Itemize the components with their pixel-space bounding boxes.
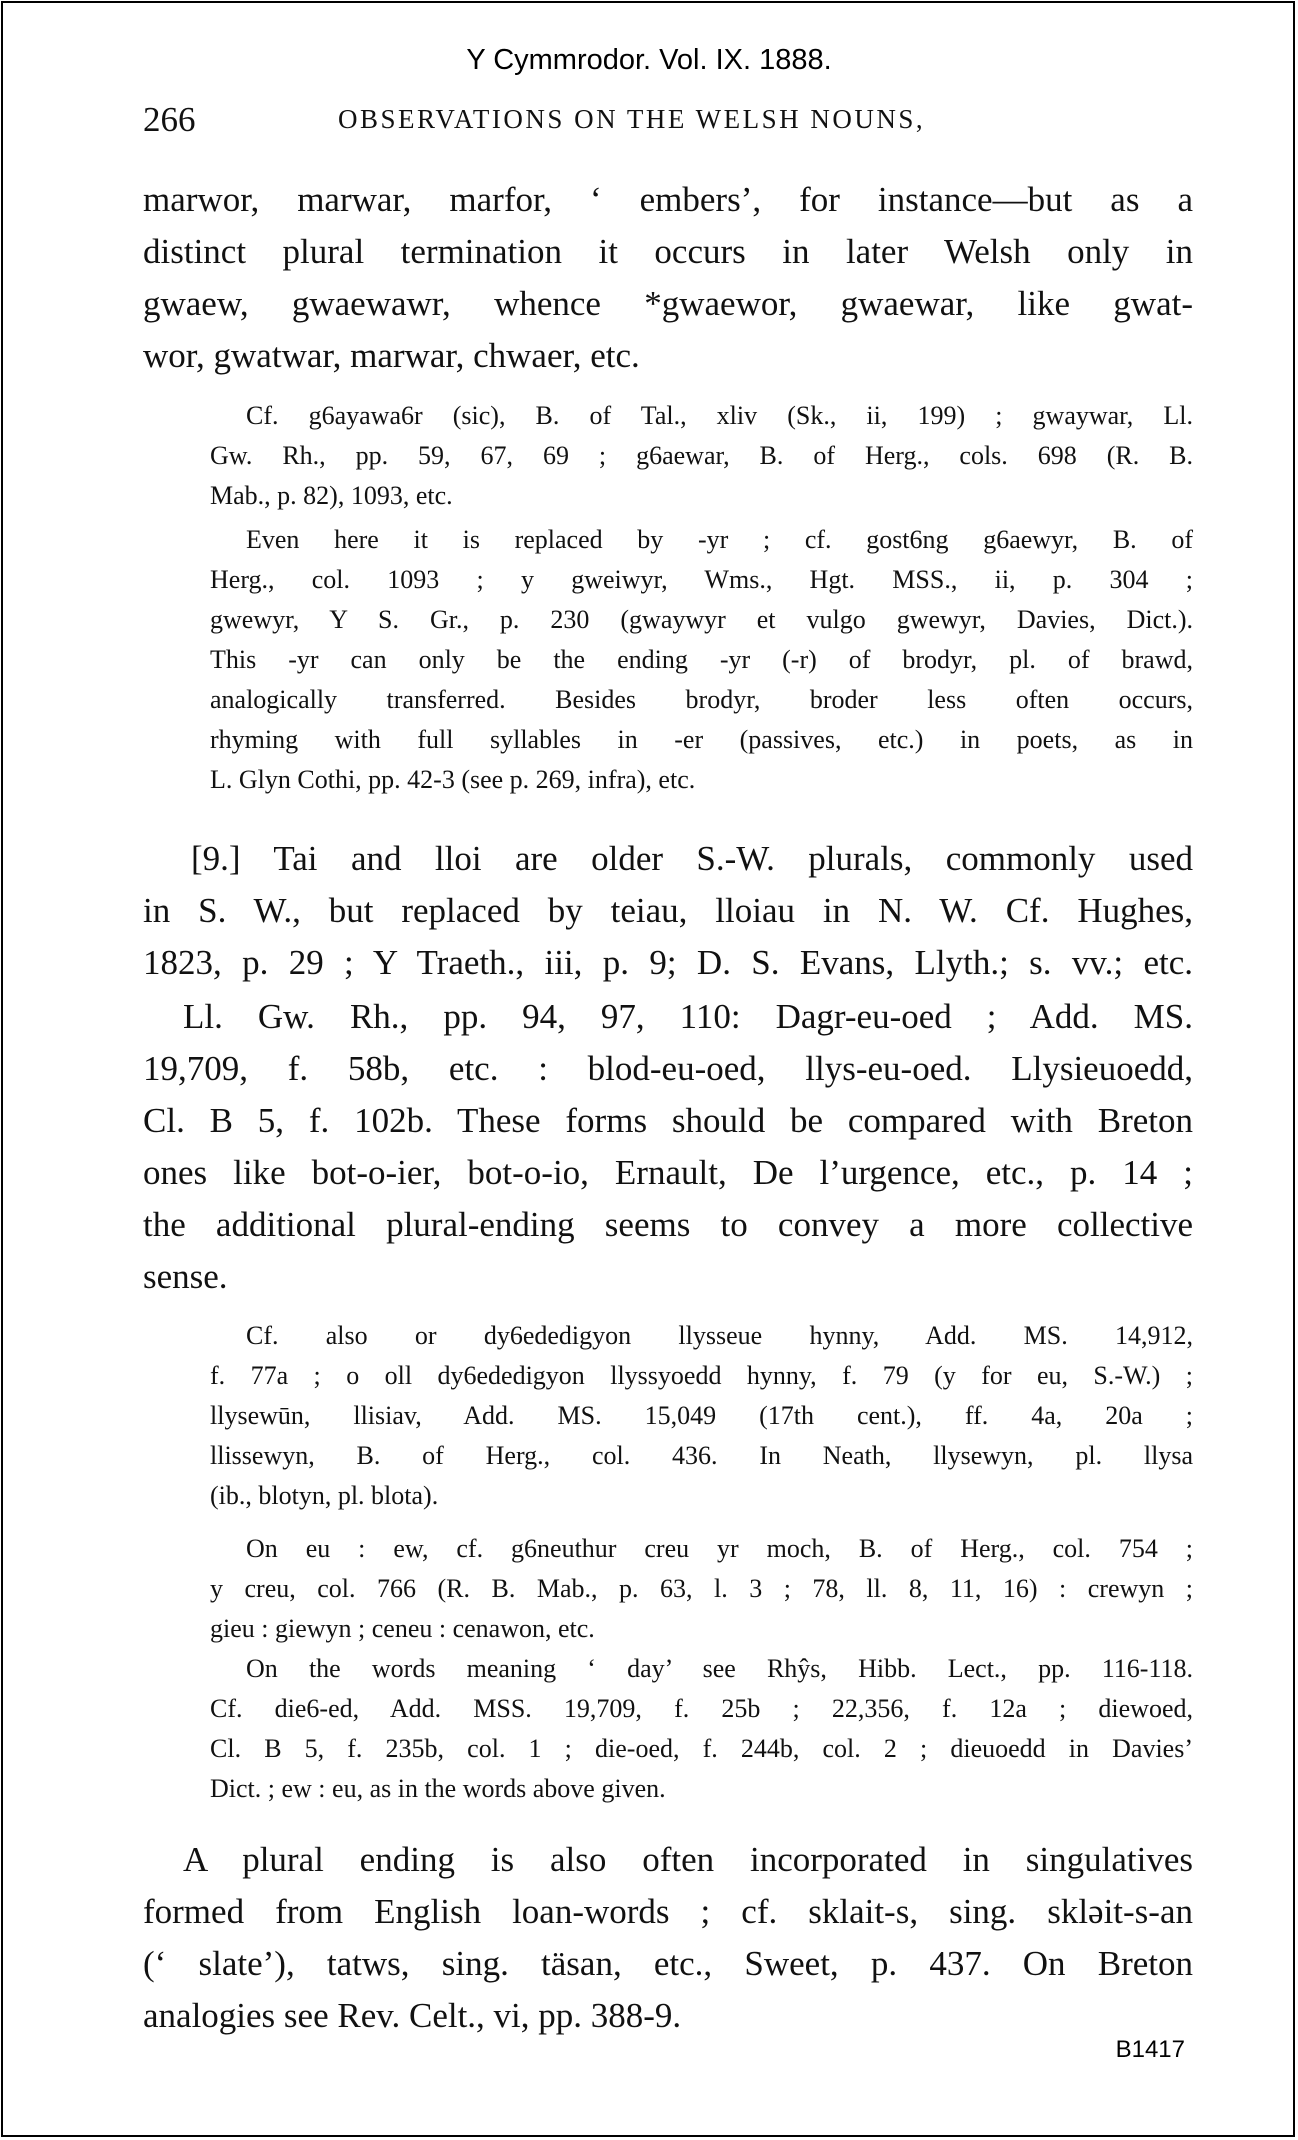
text-line: wor, gwatwar, marwar, chwaer, etc. [143,336,640,375]
footnote-2 [210,520,1193,800]
text-line: llissewyn, B. of Herg., col. 436. In Neath, llysewyn, pl. llysa [210,1441,1193,1470]
footnote-4 [210,1529,1193,1649]
page-number: 266 [143,100,196,139]
text-line: On the words meaning ‘ day’ see Rhŷs, Hibb. Lect., pp. 116-118. [246,1654,1193,1683]
text-line: Cf. die6-ed, Add. MSS. 19,709, f. 25b ; 22,356, f. 12a ; diewoed, [210,1694,1193,1723]
text-line: [9.] Tai and lloi are older S.-W. plurals, commonly used [191,839,1193,878]
text-line: Cf. also or dy6ededigyon llysseue hynny, Add. MS. 14,912, [246,1321,1193,1350]
paragraph-3 [143,991,1193,1303]
text-line: Even here it is replaced by -yr ; cf. gost6ng g6aewyr, B. of [246,525,1193,554]
paragraph-2 [143,833,1193,989]
footnote-3 [210,1316,1193,1516]
text-line: Dict. ; ew : eu, as in the words above given. [210,1774,666,1803]
journal-citation: Y Cymmrodor. Vol. IX. 1888. [466,44,832,76]
text-line: Herg., col. 1093 ; y gweiwyr, Wms., Hgt. MSS., ii, p. 304 ; [210,565,1193,594]
text-line: marwor, marwar, marfor, ‘ embers’, for instance—but as a [143,180,1193,219]
text-line: the additional plural-ending seems to convey a more collective [143,1205,1193,1244]
text-line: rhyming with full syllables in -er (passives, etc.) in poets, as in [210,725,1193,754]
text-line: Cl. B 5, f. 102b. These forms should be compared with Breton [143,1101,1193,1140]
text-line: gwewyr, Y S. Gr., p. 230 (gwaywyr et vulgo gwewyr, Davies, Dict.). [210,605,1193,634]
text-line: 19,709, f. 58b, etc. : blod-eu-oed, llys-eu-oed. Llysieuoedd, [143,1049,1193,1088]
text-line: analogically transferred. Besides brodyr, broder less often occurs, [210,685,1193,714]
text-line: in S. W., but replaced by teiau, lloiau in N. W. Cf. Hughes, [143,891,1193,930]
text-line: distinct plural termination it occurs in later Welsh only in [143,232,1193,271]
text-line: A plural ending is also often incorporated in singulatives [183,1840,1193,1879]
footnote-5 [210,1649,1193,1809]
text-line: llysewūn, llisiav, Add. MS. 15,049 (17th cent.), ff. 4a, 20a ; [210,1401,1193,1430]
text-line: ones like bot-o-ier, bot-o-io, Ernault, De l’urgence, etc., p. 14 ; [143,1153,1193,1192]
text-line: gieu : giewyn ; ceneu : cenawon, etc. [210,1614,595,1643]
running-head: OBSERVATIONS ON THE WELSH NOUNS, [338,104,926,134]
catalog-code: B1417 [1115,2036,1185,2063]
text-line: Ll. Gw. Rh., pp. 94, 97, 110: Dagr-eu-oed ; Add. MS. [183,997,1193,1036]
text-line: Cf. g6ayawa6r (sic), B. of Tal., xliv (Sk., ii, 199) ; gwaywar, Ll. [246,401,1193,430]
text-line: Gw. Rh., pp. 59, 67, 69 ; g6aewar, B. of Herg., cols. 698 (R. B. [210,441,1193,470]
text-line: y creu, col. 766 (R. B. Mab., p. 63, l. 3 ; 78, ll. 8, 11, 16) : crewyn ; [210,1574,1193,1603]
text-line: sense. [143,1257,228,1296]
text-line: L. Glyn Cothi, pp. 42-3 (see p. 269, infra), etc. [210,765,696,794]
text-line: gwaew, gwaewawr, whence *gwaewor, gwaewar, like gwat- [143,284,1193,323]
text-line: Mab., p. 82), 1093, etc. [210,481,453,510]
text-line: 1823, p. 29 ; Y Traeth., iii, p. 9; D. S. Evans, Llyth.; s. vv.; etc. [143,943,1193,982]
text-line: f. 77a ; o oll dy6ededigyon llyssyoedd hynny, f. 79 (y for eu, S.-W.) ; [210,1361,1193,1390]
text-line: This -yr can only be the ending -yr (-r) of brodyr, pl. of brawd, [210,645,1193,674]
text-line: Cl. B 5, f. 235b, col. 1 ; die-oed, f. 244b, col. 2 ; dieuoedd in Davies’ [210,1734,1193,1763]
text-line: analogies see Rev. Celt., vi, pp. 388-9. [143,1996,682,2035]
paragraph-1 [143,174,1193,382]
text-line: (‘ slate’), tatws, sing. täsan, etc., Sweet, p. 437. On Breton [143,1944,1193,1983]
text-line: formed from English loan-words ; cf. sklait-s, sing. skləit-s-an [143,1892,1193,1931]
text-line: (ib., blotyn, pl. blota). [210,1481,439,1510]
footnote-1 [210,396,1193,516]
paragraph-4 [143,1834,1193,2042]
text-line: On eu : ew, cf. g6neuthur creu yr moch, B. of Herg., col. 754 ; [246,1534,1193,1563]
